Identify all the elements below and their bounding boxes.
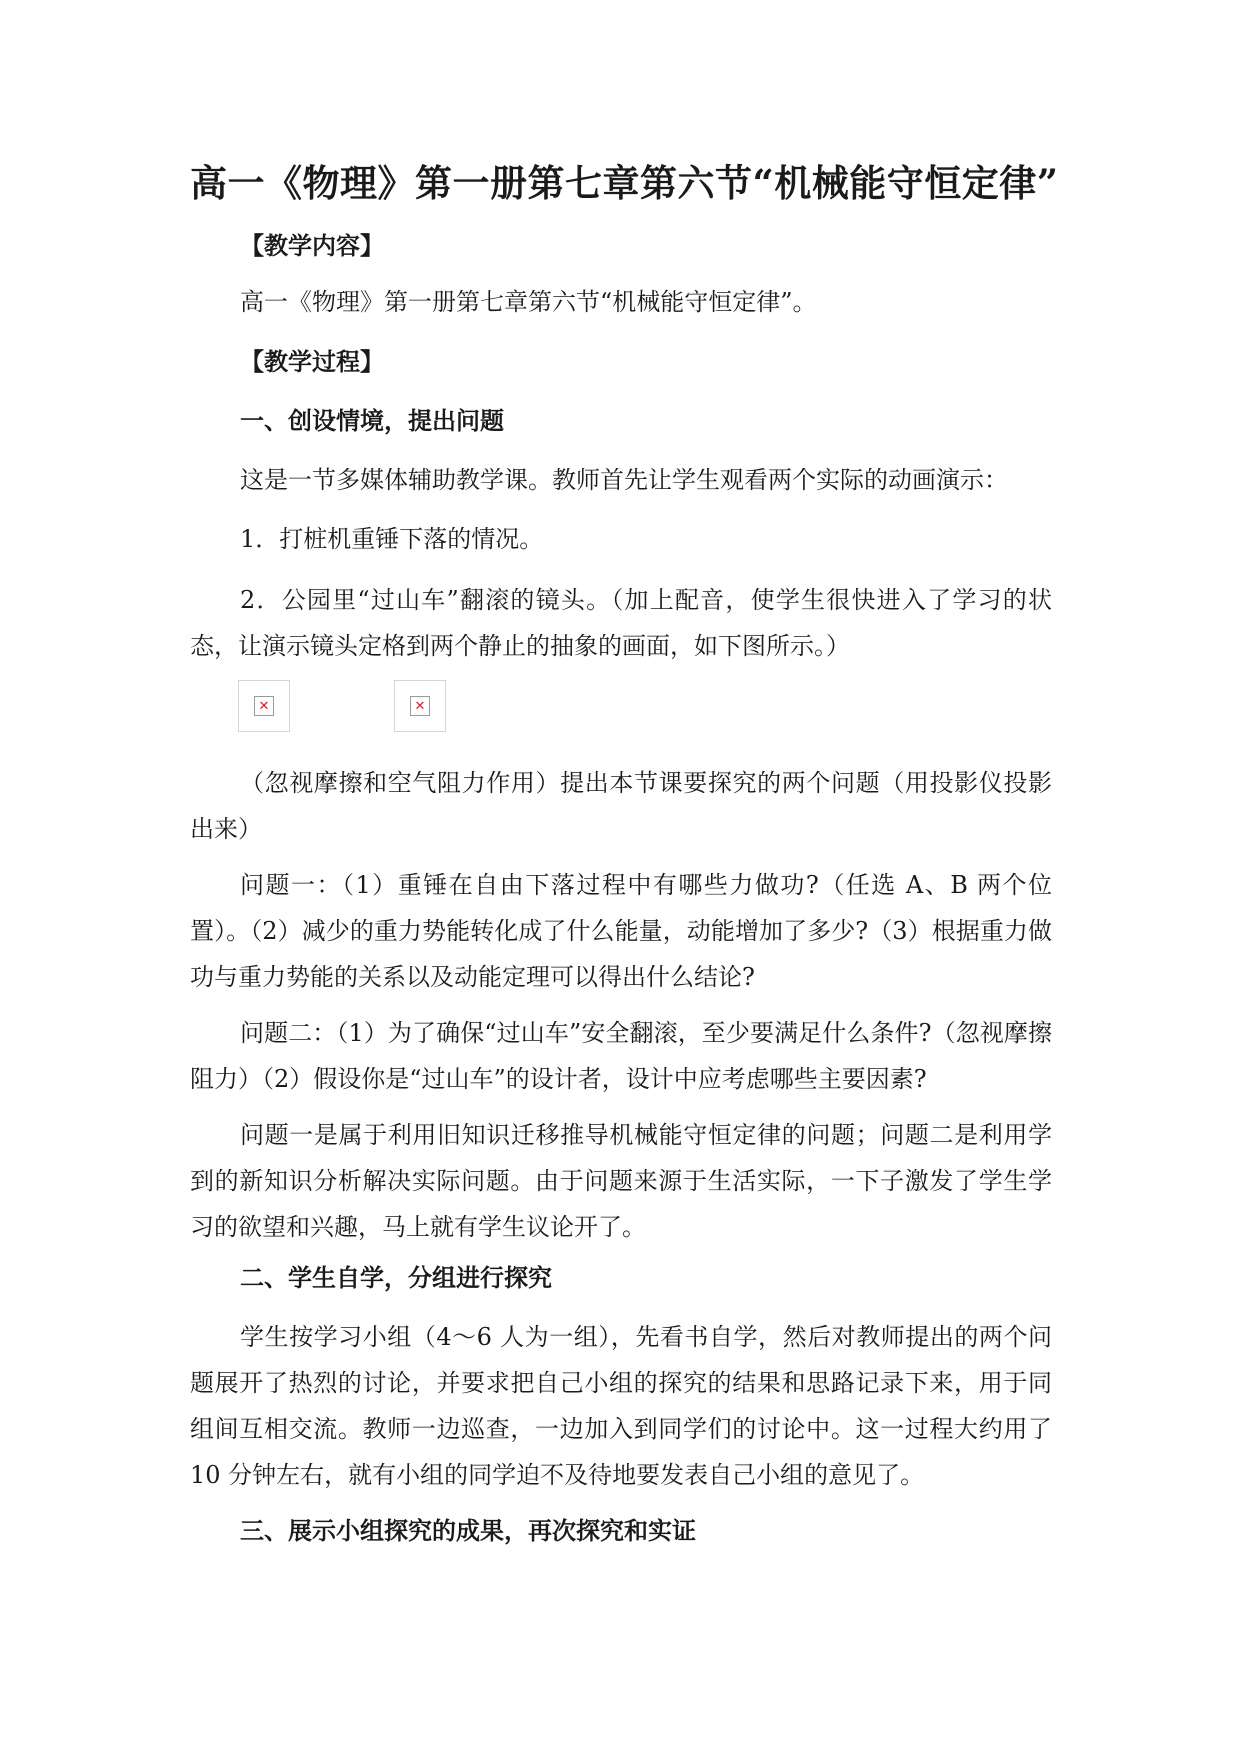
- question-2: 问题二：（1）为了确保“过山车”安全翻滚，至少要满足什么条件?（忽视摩擦阻力）（2）假设你是“过山车”的设计者，设计中应考虑哪些主要因素?: [190, 1019, 1052, 1093]
- part2-heading: 二、学生自学，分组进行探究: [240, 1263, 552, 1292]
- broken-image-1: [238, 680, 290, 732]
- broken-image-icon: ✕: [410, 696, 430, 716]
- part1-after-images: （忽视摩擦和空气阻力作用）提出本节课要探究的两个问题（用投影仪投影出来）: [190, 769, 1052, 843]
- document-title: 高一《物理》第一册第七章第六节“机械能守恒定律”: [190, 161, 1059, 205]
- part3-heading: 三、展示小组探究的成果，再次探究和实证: [240, 1516, 696, 1545]
- section-heading-content: 【教学内容】: [240, 231, 384, 260]
- part1-item-2: 2．公园里“过山车”翻滚的镜头。（加上配音，使学生很快进入了学习的状态，让演示镜头定格到两个静止的抽象的画面，如下图所示。）: [190, 586, 1052, 660]
- question-1: 问题一：（1）重锤在自由下落过程中有哪些力做功?（任选 A、B 两个位置）。（2）减少的重力势能转化成了什么能量，动能增加了多少?（3）根据重力做功与重力势能的关系以及动能定理可以得出什么结论?: [190, 871, 1052, 991]
- part1-intro: 这是一节多媒体辅助教学课。教师首先让学生观看两个实际的动画演示：: [240, 466, 1008, 494]
- part1-item-1: 1．打桩机重锤下落的情况。: [240, 525, 544, 553]
- questions-summary: 问题一是属于利用旧知识迁移推导机械能守恒定律的问题；问题二是利用学到的新知识分析解决实际问题。由于问题来源于生活实际，一下子激发了学生学习的欲望和兴趣，马上就有学生议论开了。: [190, 1121, 1052, 1241]
- broken-image-2: [394, 680, 446, 732]
- broken-image-icon: ✕: [254, 696, 274, 716]
- part1-heading: 一、创设情境，提出问题: [240, 406, 504, 435]
- section-heading-process: 【教学过程】: [240, 347, 384, 376]
- section-content-text: 高一《物理》第一册第七章第六节“机械能守恒定律”。: [240, 288, 817, 316]
- part2-text: 学生按学习小组（4～6 人为一组），先看书自学，然后对教师提出的两个问题展开了热烈的讨论，并要求把自己小组的探究的结果和思路记录下来，用于同组间互相交流。教师一边巡查，一边加入到同学们的讨论中。这一过程大约用了 10 分钟左右，就有小组的同学迫不及待地要发表自己小组的意见了。: [190, 1323, 1052, 1489]
